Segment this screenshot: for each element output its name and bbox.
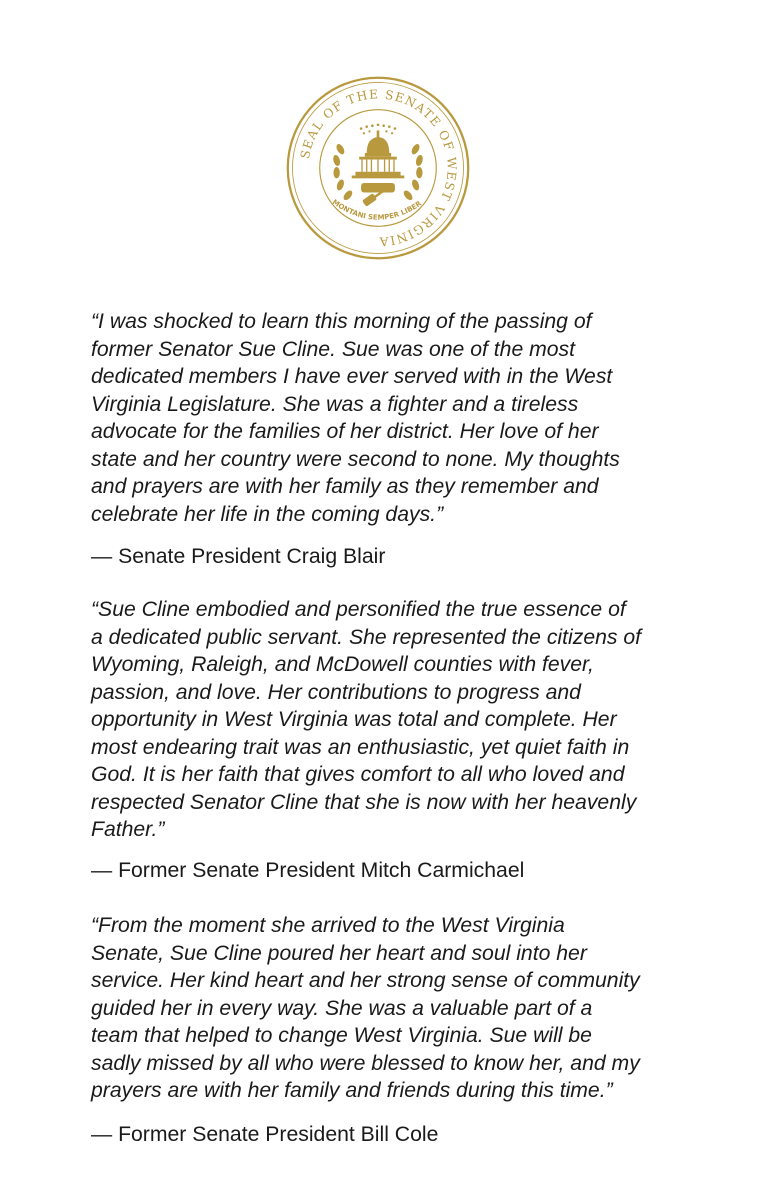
senate-seal: [284, 74, 472, 262]
senate-seal-graphic: [284, 74, 472, 262]
seal-motto: MONTANI SEMPER LIBER: [330, 197, 424, 222]
quote-craig-blair: “I was shocked to learn this morning of the passing of former Senator Sue Cline. Sue was one of the most dedicated members I have ever served with in the West Virginia Legislature. She was a fighter and a tireless advocate for the families of her district. Her love of her state and her country were second to none. My thoughts and prayers are with her family as they remember and celebrate her life in the coming days.”: [91, 310, 620, 526]
quote-bill-cole: “From the moment she arrived to the West Virginia Senate, Sue Cline poured her heart and soul into her service. Her kind heart and her strong sense of community guided her in every way. She was a valuable part of a team that helped to change West Virginia. Sue will be sadly missed by all who were blessed to know her, and my prayers are with her family and friends during this time.”: [91, 914, 640, 1102]
quote-mitch-carmichael: “Sue Cline embodied and personified the true essence of a dedicated public servant. She represented the citizens of Wyoming, Raleigh, and McDowell counties with fever, passion, and love. Her contributions to progress and opportunity in West Virginia was total and complete. Her most endearing trait was an enthusiastic, yet quiet faith in God. It is her faith that gives comfort to all who loved and respected Senator Cline that she is now with her heavenly Father.”: [91, 598, 642, 841]
attribution-mitch-carmichael: — Former Senate President Mitch Carmichael: [91, 859, 525, 882]
attribution-craig-blair: — Senate President Craig Blair: [91, 545, 386, 568]
attribution-bill-cole: — Former Senate President Bill Cole: [91, 1123, 439, 1146]
seal-outer-text: SEAL OF THE SENATE OF WEST VIRGINIA: [298, 87, 459, 249]
